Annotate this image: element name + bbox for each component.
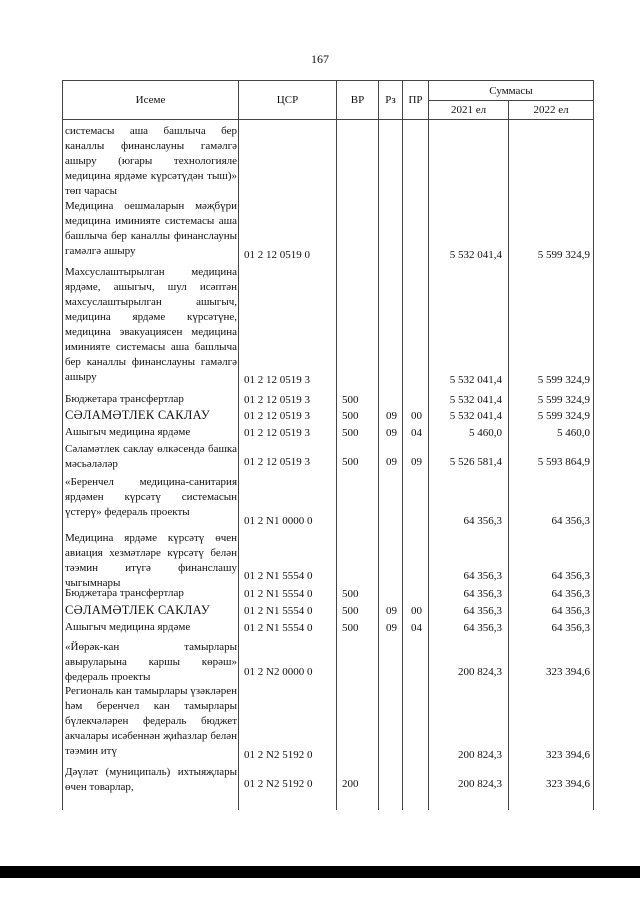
table-row: системасы аша башлыча бер каналлы финанслауны гамәлгә ашыру (югары технологияле медицина ярдәме күрсәтүдән тыш)» төп чарасы	[65, 125, 237, 197]
table-row: Махсуслаштырылган медицина ярдәме, ашыгыч, шул исәптән махсуслаштырылган ашыгыч, медицина ярдәме күрсәтүне, медицина эвакуациясен медицина иминияте системасы аша башлыча бер каналлы финанслауны гамәлгә ашыру 01 2 12 0519 3 5 532 041,4 5 599 324,9	[65, 266, 590, 386]
header-sums: Суммасы	[429, 81, 593, 101]
header-vr: ВР	[337, 81, 379, 119]
table-row: Бюджетара трансфертлар 01 2 12 0519 3 500 5 532 041,4 5 599 324,9	[65, 393, 590, 406]
header-2021: 2021 ел	[429, 101, 509, 119]
table-row: Ашыгыч медицина ярдәме 01 2 N1 5554 0 500 09 04 64 356,3 64 356,3	[65, 621, 590, 634]
header-csr: ЦСР	[239, 81, 337, 119]
table-row: Ашыгыч медицина ярдәме 01 2 12 0519 3 500 09 04 5 460,0 5 460,0	[65, 426, 590, 439]
table-row: «Йөрәк-кан тамырлары авыруларына каршы көрәш» федераль проекты 01 2 N2 0000 0 200 824,3 323 394,6	[65, 641, 590, 683]
table-row: Медицина ярдәме күрсәтү өчен авиация хезмәтләре күрсәтү белән тәэмин итүгә финанслашу чыгымнары 01 2 N1 5554 0 64 356,3 64 356,3	[65, 532, 590, 589]
table-row: Сәламәтлек саклау өлкәсендә башка мәсьәләләр 01 2 12 0519 3 500 09 09 5 526 581,4 5 593 864,9	[65, 443, 590, 470]
table-row: Региональ кан тамырлары үзәкләрен һәм беренчел кан тамырлары бүлекчәләрен федераль бюджет акчалары исәбеннән җиһазлар белән тәэмин итү 01 2 N2 5192 0 200 824,3 323 394,6	[65, 685, 590, 761]
table-row: СӘЛАМӘТЛЕК САКЛАУ 01 2 12 0519 3 500 09 00 5 532 041,4 5 599 324,9	[65, 408, 590, 422]
header-pr: ПР	[403, 81, 429, 119]
header-rz: Рз	[379, 81, 403, 119]
table-header	[62, 80, 594, 120]
header-2022: 2022 ел	[533, 104, 569, 116]
page-number: 167	[311, 52, 329, 66]
table-row: Бюджетара трансфертлар 01 2 N1 5554 0 500 64 356,3 64 356,3	[65, 587, 590, 600]
table-row: Дәүләт (муниципаль) ихтыяҗлары өчен товарлар, 01 2 N2 5192 0 200 200 824,3 323 394,6	[65, 766, 590, 793]
table-row: Медицина оешмаларын мәҗбүри медицина иминияте системасы аша башлыча бер каналлы финанслауны гамәлгә ашыру 01 2 12 0519 0 5 532 041,4 5 599 324,9	[65, 200, 590, 261]
table-row: СӘЛАМӘТЛЕК САКЛАУ 01 2 N1 5554 0 500 09 00 64 356,3 64 356,3	[65, 603, 590, 617]
table-row: «Беренчел медицина-санитария ярдәмен күрсәтү системасын үстерү» федераль проекты 01 2 N1 0000 0 64 356,3 64 356,3	[65, 476, 590, 527]
header-name: Исеме	[63, 81, 239, 119]
bottom-bar	[0, 866, 640, 878]
